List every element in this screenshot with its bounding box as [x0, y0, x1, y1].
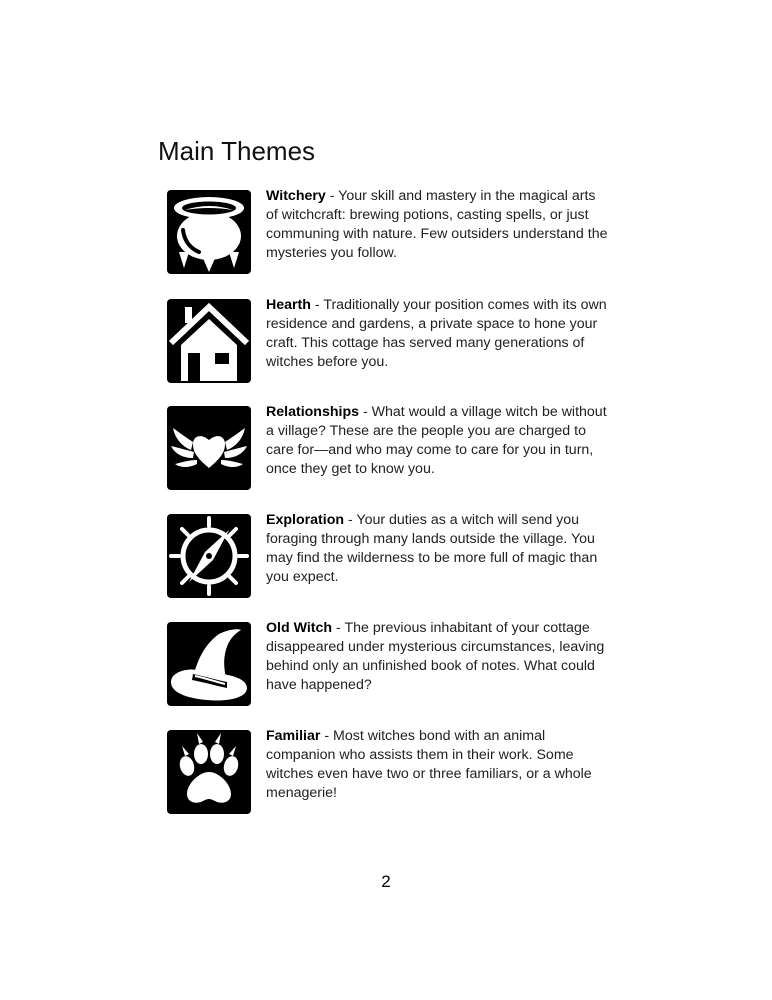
theme-name: Exploration: [266, 512, 345, 528]
theme-description: Exploration - Your duties as a witch will send you foraging through many lands outside the village. You may find the wilderness to be more full of magic than you expect.: [266, 512, 598, 585]
theme-description: Relationships - What would a village witch be without a village? These are the people you are charged to care for—and who may come to care for you in turn, once they get to know you.: [266, 404, 607, 477]
page-number: 2: [381, 872, 391, 891]
theme-item-familiar: [167, 730, 612, 816]
theme-body: Most witches bond with an animal companion who assists them in their work. Some witches even have two or three familiars, or a whole menagerie!: [266, 728, 592, 801]
house-icon: [167, 299, 251, 383]
cauldron-icon: [167, 190, 251, 274]
theme-body: Your skill and mastery in the magical arts of witchcraft: brewing potions, casting spells, or just communing with nature. Few outsiders understand the mysteries you follow.: [266, 188, 608, 261]
theme-description: Witchery - Your skill and mastery in the magical arts of witchcraft: brewing potions, casting spells, or just communing with nature. Few outsiders understand the mysteries you follow.: [266, 188, 608, 261]
paw-print-icon: [167, 730, 251, 814]
theme-item-relationships: [167, 406, 612, 492]
theme-body: The previous inhabitant of your cottage disappeared under mysterious circumstances, leaving behind only an unfinished book of notes. What could have happened?: [266, 620, 605, 693]
page-title: Main Themes: [158, 136, 316, 166]
theme-name: Familiar: [266, 728, 321, 744]
compass-icon: [167, 514, 251, 598]
theme-item-exploration: [167, 514, 612, 600]
winged-heart-icon: [167, 406, 251, 490]
theme-item-old-witch: [167, 622, 612, 708]
theme-item-hearth: [167, 299, 612, 385]
theme-name: Relationships: [266, 404, 360, 420]
theme-description: Familiar - Most witches bond with an animal companion who assists them in their work. Some witches even have two or three familiars, or a whole menagerie!: [266, 728, 592, 801]
witch-hat-icon: [167, 622, 251, 706]
theme-name: Hearth: [266, 297, 311, 313]
theme-description: Hearth - Traditionally your position comes with its own residence and gardens, a private space to hone your craft. This cottage has served many generations of witches before you.: [266, 297, 607, 370]
theme-description: Old Witch - The previous inhabitant of your cottage disappeared under mysterious circumstances, leaving behind only an unfinished book of notes. What could have happened?: [266, 620, 605, 693]
theme-name: Old Witch: [266, 620, 333, 636]
theme-item-witchery: [167, 190, 612, 276]
theme-name: Witchery: [266, 188, 326, 204]
theme-body: What would a village witch be without a village? These are the people you are charged to care for—and who may come to care for you in turn, once they get to know you.: [266, 404, 607, 477]
theme-body: Traditionally your position comes with its own residence and gardens, a private space to hone your craft. This cottage has served many generations of witches before you.: [266, 297, 607, 370]
theme-body: Your duties as a witch will send you foraging through many lands outside the village. You may find the wilderness to be more full of magic than you expect.: [266, 512, 598, 585]
